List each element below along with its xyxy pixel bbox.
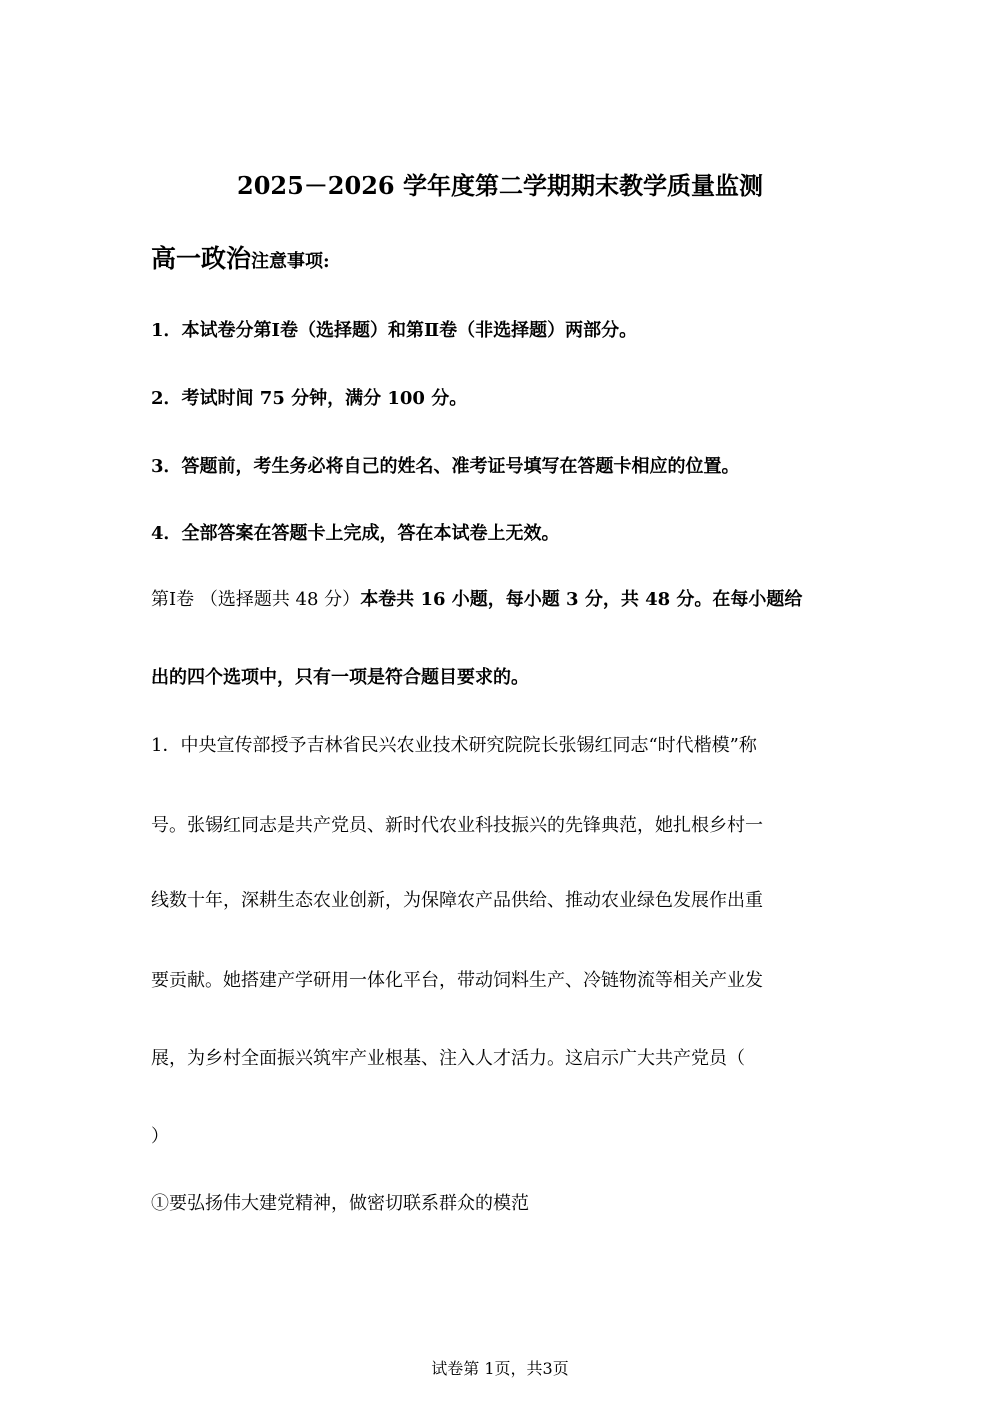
question-1-line-6: ） bbox=[151, 1126, 169, 1147]
notice-item-3: 3．答题前，考生务必将自己的姓名、准考证号填写在答题卡相应的位置。 bbox=[151, 456, 740, 477]
notice-item-1: 1．本试卷分第Ⅰ卷（选择题）和第Ⅱ卷（非选择题）两部分。 bbox=[151, 320, 638, 341]
page-footer: 试卷第 1页，共3页 bbox=[431, 1359, 569, 1378]
notice-heading: 注意事项: bbox=[251, 251, 330, 272]
question-1-line-2: 号。张锡红同志是共产党员、新时代农业科技振兴的先锋典范，她扎根乡村一 bbox=[151, 815, 763, 836]
subject-heading bbox=[151, 242, 330, 279]
section-header bbox=[151, 585, 802, 611]
section-instruction-continued: 出的四个选项中，只有一项是符合题目要求的。 bbox=[151, 667, 529, 688]
question-1-option-1: ①要弘扬伟大建党精神，做密切联系群众的模范 bbox=[151, 1193, 529, 1214]
exam-title: 2025－2026 学年度第二学期期末教学质量监测 bbox=[237, 171, 763, 200]
section-instruction: 本卷共 16 小题，每小题 3 分，共 48 分。在每小题给 bbox=[360, 589, 803, 610]
subject-name: 高一政治 bbox=[151, 244, 252, 273]
question-1-line-4: 要贡献。她搭建产学研用一体化平台，带动饲料生产、冷链物流等相关产业发 bbox=[151, 970, 763, 991]
section-label: 第Ⅰ卷 （选择题共 48 分） bbox=[151, 589, 361, 610]
notice-item-4: 4．全部答案在答题卡上完成，答在本试卷上无效。 bbox=[151, 523, 560, 544]
question-1-line-1: 1．中央宣传部授予吉林省民兴农业技术研究院院长张锡红同志“时代楷模”称 bbox=[151, 735, 757, 756]
question-1-line-3: 线数十年，深耕生态农业创新，为保障农产品供给、推动农业绿色发展作出重 bbox=[151, 890, 763, 911]
question-1-line-5: 展，为乡村全面振兴筑牢产业根基、注入人才活力。这启示广大共产党员（ bbox=[151, 1048, 745, 1069]
notice-item-2: 2．考试时间 75 分钟，满分 100 分。 bbox=[151, 388, 468, 409]
